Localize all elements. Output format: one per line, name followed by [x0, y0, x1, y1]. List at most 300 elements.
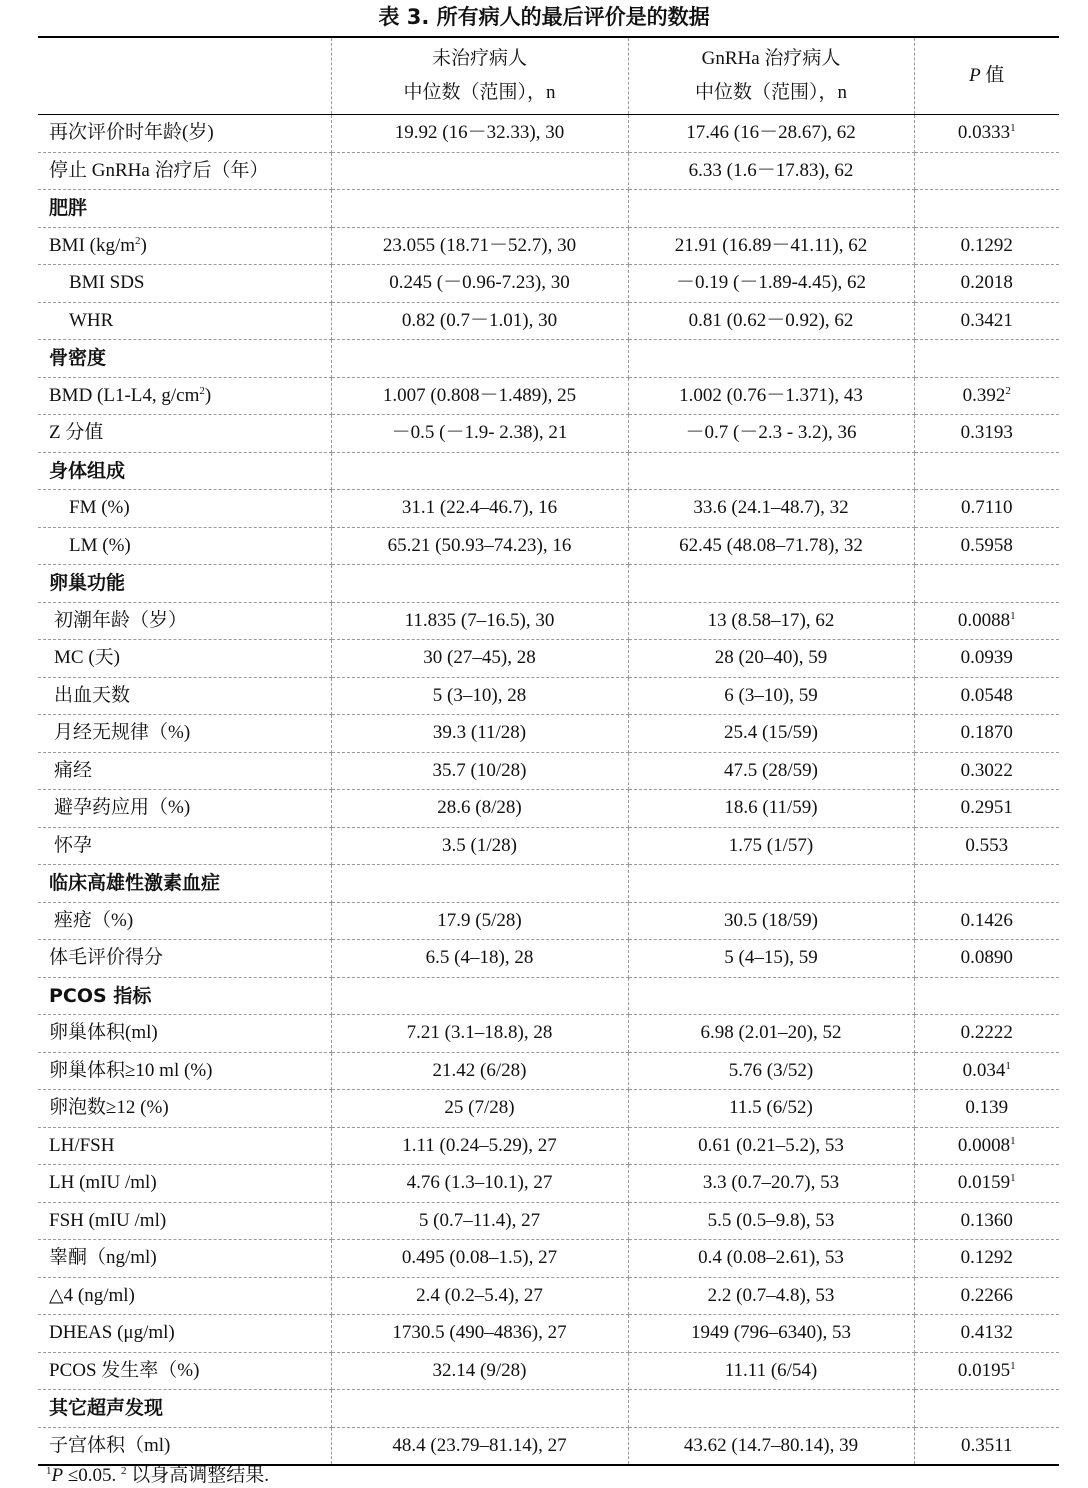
row-label — [38, 902, 331, 940]
p-value — [914, 565, 1059, 603]
gnrha-value — [628, 115, 914, 153]
p-value — [914, 790, 1059, 828]
row-label-text: 睾酮（ng/ml) — [49, 1247, 157, 1269]
cell-text: 0.3511 — [960, 1434, 1013, 1456]
cell-text: 30.5 (18/59) — [724, 909, 818, 931]
gnrha-value — [628, 827, 914, 865]
gnrha-value — [628, 190, 914, 228]
row-label-text: 其它超声发现 — [49, 1397, 164, 1420]
gnrha-value — [628, 340, 914, 378]
gnrha-value — [628, 602, 914, 640]
cell-text: 0.392 — [962, 384, 1006, 406]
cell-text: 0.81 (0.62－0.92), 62 — [688, 309, 854, 331]
cell-text: 5.76 (3/52) — [728, 1059, 814, 1081]
row-label — [38, 715, 331, 753]
p-value-footnote-mark: 1 — [1005, 1059, 1011, 1072]
untreated-value — [331, 1277, 628, 1315]
untreated-value — [331, 565, 628, 603]
row-label-superscript: 2 — [199, 384, 205, 397]
footnote-p: P — [51, 1465, 64, 1486]
p-value — [914, 1390, 1059, 1428]
section-label — [38, 340, 331, 378]
table-row — [38, 115, 1059, 153]
p-value — [914, 977, 1059, 1015]
cell-text: 6.33 (1.6－17.83), 62 — [688, 159, 854, 181]
row-label — [38, 227, 331, 265]
cell-text: 2.4 (0.2–5.4), 27 — [416, 1284, 543, 1306]
gnrha-value — [628, 1127, 914, 1165]
untreated-value — [331, 1090, 628, 1128]
row-label — [38, 677, 331, 715]
p-value — [914, 1090, 1059, 1128]
row-label — [38, 265, 331, 303]
row-label-tail: ) — [140, 234, 147, 256]
row-label-text: 停止 GnRHa 治疗后（年） — [49, 159, 269, 181]
cell-text: 0.3193 — [960, 422, 1013, 444]
cell-text: 39.3 (11/28) — [432, 722, 527, 744]
row-label-text: 体毛评价得分 — [49, 947, 164, 969]
cell-text: 11.11 (6/54) — [724, 1359, 818, 1381]
row-label-text: 身体组成 — [49, 459, 126, 482]
cell-text: 0.0008 — [957, 1134, 1011, 1156]
row-label — [38, 115, 331, 153]
row-label — [38, 1165, 331, 1203]
p-value — [914, 902, 1059, 940]
untreated-value — [331, 1015, 628, 1053]
untreated-value — [331, 677, 628, 715]
gnrha-value — [628, 902, 914, 940]
row-label-superscript: 2 — [135, 234, 141, 247]
row-label-text: WHR — [69, 309, 114, 331]
p-value — [914, 227, 1059, 265]
cell-text: 0.0333 — [957, 122, 1011, 144]
untreated-value — [331, 1390, 628, 1428]
section-row — [38, 452, 1059, 490]
cell-text: 5 (3–10), 28 — [432, 684, 527, 706]
table-row — [38, 377, 1059, 415]
row-label-text: 临床高雄性激素血症 — [49, 872, 221, 895]
cell-text: 1.002 (0.76－1.371), 43 — [679, 384, 863, 406]
cell-text: 0.0890 — [960, 947, 1013, 969]
cell-text: 17.46 (16－28.67), 62 — [686, 122, 856, 144]
cell-text: 0.2018 — [960, 272, 1013, 294]
untreated-value — [331, 1315, 628, 1353]
row-label-text: LH (mIU /ml) — [49, 1172, 157, 1194]
table-row — [38, 1352, 1059, 1390]
section-row — [38, 865, 1059, 903]
header-gnrha — [628, 37, 914, 115]
row-label-text: Z 分值 — [49, 422, 104, 444]
row-label-text: 避孕药应用（%) — [54, 797, 191, 819]
cell-text: 32.14 (9/28) — [432, 1359, 527, 1381]
untreated-value — [331, 715, 628, 753]
untreated-value — [331, 902, 628, 940]
p-value — [914, 302, 1059, 340]
table-row — [38, 415, 1059, 453]
row-label-text: 痤疮（%) — [54, 909, 134, 931]
gnrha-value — [628, 640, 914, 678]
footnote — [46, 1464, 269, 1488]
footnote-mark-1: 1 — [46, 1465, 52, 1477]
row-label-text: 再次评价时年龄(岁) — [49, 122, 214, 144]
row-label-text: 子宫体积（ml) — [49, 1434, 171, 1456]
cell-text: 6.5 (4–18), 28 — [425, 947, 534, 969]
cell-text: 0.1426 — [960, 909, 1013, 931]
cell-text: 65.21 (50.93–74.23), 16 — [387, 534, 572, 556]
table-body — [38, 115, 1059, 1466]
row-label — [38, 1427, 331, 1465]
untreated-value — [331, 640, 628, 678]
cell-text: －0.7 (－2.3 - 3.2), 36 — [685, 422, 857, 444]
table-row — [38, 227, 1059, 265]
row-label — [38, 1202, 331, 1240]
section-row — [38, 565, 1059, 603]
gnrha-value — [628, 752, 914, 790]
p-value — [914, 190, 1059, 228]
row-label-text: FSH (mIU /ml) — [49, 1209, 167, 1231]
cell-text: 13 (8.58–17), 62 — [707, 609, 835, 631]
untreated-value — [331, 827, 628, 865]
row-label — [38, 1352, 331, 1390]
row-label-text: 初潮年龄（岁） — [54, 609, 188, 631]
row-label-text: BMD (L1-L4, g/cm — [49, 384, 200, 406]
row-label — [38, 152, 331, 190]
gnrha-value — [628, 1052, 914, 1090]
gnrha-value — [628, 265, 914, 303]
cell-text: －0.5 (－1.9- 2.38), 21 — [391, 422, 568, 444]
header-p-italic: P — [969, 65, 981, 86]
cell-text: 5 (0.7–11.4), 27 — [418, 1209, 541, 1231]
cell-text: 0.139 — [965, 1097, 1009, 1119]
header-gnrha-subtitle: 中位数（范围），n — [694, 82, 847, 103]
cell-text: －0.19 (－1.89-4.45), 62 — [676, 272, 866, 294]
gnrha-value — [628, 452, 914, 490]
p-value-footnote-mark: 1 — [1010, 609, 1016, 622]
table-row — [38, 265, 1059, 303]
untreated-value — [331, 152, 628, 190]
untreated-value — [331, 790, 628, 828]
cell-text: 5.5 (0.5–9.8), 53 — [707, 1209, 835, 1231]
cell-text: 0.61 (0.21–5.2), 53 — [698, 1134, 844, 1156]
untreated-value — [331, 115, 628, 153]
cell-text: 47.5 (28/59) — [724, 759, 818, 781]
untreated-value — [331, 1427, 628, 1465]
row-label — [38, 1277, 331, 1315]
untreated-value — [331, 1352, 628, 1390]
table-caption: 表 3. 所有病人的最后评价是的数据 — [378, 5, 710, 29]
table-row — [38, 1090, 1059, 1128]
section-row — [38, 1390, 1059, 1428]
cell-text: 0.0195 — [957, 1359, 1011, 1381]
table-row — [38, 152, 1059, 190]
table-row — [38, 827, 1059, 865]
section-row — [38, 190, 1059, 228]
untreated-value — [331, 452, 628, 490]
row-label-text: LM (%) — [69, 534, 131, 556]
table-row — [38, 752, 1059, 790]
cell-text: 48.4 (23.79–81.14), 27 — [392, 1434, 567, 1456]
untreated-value — [331, 1240, 628, 1278]
row-label — [38, 302, 331, 340]
gnrha-value — [628, 1015, 914, 1053]
row-label-text: DHEAS (μg/ml) — [49, 1322, 175, 1344]
header-untreated — [331, 37, 628, 115]
section-row — [38, 340, 1059, 378]
cell-text: 0.4 (0.08–2.61), 53 — [698, 1247, 844, 1269]
row-label-text: 肥胖 — [49, 197, 88, 220]
p-value — [914, 1165, 1059, 1203]
p-value — [914, 940, 1059, 978]
section-row — [38, 977, 1059, 1015]
cell-text: 0.7110 — [960, 497, 1013, 519]
cell-text: 1.75 (1/57) — [728, 834, 814, 856]
table-row — [38, 1127, 1059, 1165]
p-value-footnote-mark: 2 — [1005, 384, 1011, 397]
gnrha-value — [628, 227, 914, 265]
header-gnrha-title: GnRHa 治疗病人 — [701, 48, 841, 69]
gnrha-value — [628, 977, 914, 1015]
cell-text: 4.76 (1.3–10.1), 27 — [406, 1172, 553, 1194]
p-value — [914, 152, 1059, 190]
cell-text: 3.5 (1/28) — [442, 834, 517, 856]
gnrha-value — [628, 527, 914, 565]
p-value-footnote-mark: 1 — [1010, 1134, 1016, 1147]
gnrha-value — [628, 790, 914, 828]
cell-text: 0.0159 — [957, 1172, 1011, 1194]
p-value-footnote-mark: 1 — [1010, 1359, 1016, 1372]
table-row — [38, 1052, 1059, 1090]
gnrha-value — [628, 377, 914, 415]
cell-text: 17.9 (5/28) — [437, 909, 522, 931]
gnrha-value — [628, 1202, 914, 1240]
untreated-value — [331, 1127, 628, 1165]
p-value — [914, 377, 1059, 415]
cell-text: 7.21 (3.1–18.8), 28 — [406, 1022, 553, 1044]
row-label — [38, 827, 331, 865]
row-label — [38, 1090, 331, 1128]
row-label — [38, 1315, 331, 1353]
cell-text: 31.1 (22.4–46.7), 16 — [401, 497, 558, 519]
p-value — [914, 1427, 1059, 1465]
gnrha-value — [628, 565, 914, 603]
cell-text: 0.553 — [965, 834, 1009, 856]
cell-text: 0.0939 — [960, 647, 1013, 669]
untreated-value — [331, 977, 628, 1015]
p-value — [914, 452, 1059, 490]
table-row — [38, 1202, 1059, 1240]
row-label-text: 出血天数 — [54, 684, 131, 706]
p-value — [914, 1240, 1059, 1278]
gnrha-value — [628, 1390, 914, 1428]
untreated-value — [331, 940, 628, 978]
gnrha-value — [628, 1352, 914, 1390]
cell-text: 0.2266 — [960, 1284, 1013, 1306]
gnrha-value — [628, 1240, 914, 1278]
cell-text: 21.91 (16.89－41.11), 62 — [674, 234, 868, 256]
gnrha-value — [628, 865, 914, 903]
cell-text: 11.835 (7–16.5), 30 — [404, 609, 555, 631]
header-label-cell — [38, 37, 331, 115]
row-label — [38, 490, 331, 528]
untreated-value — [331, 415, 628, 453]
p-value — [914, 1202, 1059, 1240]
section-label — [38, 190, 331, 228]
row-label — [38, 1240, 331, 1278]
footnote-mark-2: 2 — [121, 1465, 127, 1477]
row-label — [38, 1052, 331, 1090]
row-label — [38, 752, 331, 790]
table-row — [38, 602, 1059, 640]
cell-text: 33.6 (24.1–48.7), 32 — [693, 497, 849, 519]
p-value — [914, 1015, 1059, 1053]
p-value — [914, 527, 1059, 565]
gnrha-value — [628, 302, 914, 340]
cell-text: 19.92 (16－32.33), 30 — [394, 122, 565, 144]
p-value — [914, 1052, 1059, 1090]
row-label-text: 月经无规律（%) — [54, 722, 191, 744]
untreated-value — [331, 1165, 628, 1203]
p-value-footnote-mark: 1 — [1010, 122, 1016, 135]
cell-text: 1.11 (0.24–5.29), 27 — [402, 1134, 557, 1156]
untreated-value — [331, 490, 628, 528]
p-value — [914, 865, 1059, 903]
untreated-value — [331, 1202, 628, 1240]
p-value — [914, 602, 1059, 640]
p-value — [914, 415, 1059, 453]
untreated-value — [331, 265, 628, 303]
gnrha-value — [628, 1090, 914, 1128]
cell-text: 11.5 (6/52) — [729, 1097, 813, 1119]
cell-text: 5 (4–15), 59 — [724, 947, 818, 969]
p-value — [914, 115, 1059, 153]
section-label — [38, 977, 331, 1015]
footnote-text-2: 以身高调整结果. — [126, 1465, 270, 1486]
row-label-text: BMI SDS — [69, 272, 145, 294]
cell-text: 6 (3–10), 59 — [724, 684, 818, 706]
gnrha-value — [628, 490, 914, 528]
p-value — [914, 265, 1059, 303]
row-label-text: 卵巢功能 — [49, 572, 126, 595]
p-value — [914, 640, 1059, 678]
cell-text: 0.2222 — [960, 1022, 1013, 1044]
untreated-value — [331, 865, 628, 903]
row-label — [38, 415, 331, 453]
cell-text: 0.1292 — [960, 234, 1013, 256]
untreated-value — [331, 302, 628, 340]
cell-text: 0.1360 — [960, 1209, 1013, 1231]
gnrha-value — [628, 677, 914, 715]
cell-text: 0.245 (－0.96-7.23), 30 — [389, 272, 570, 294]
footnote-text-1: ≤0.05. — [63, 1465, 122, 1486]
cell-text: 0.4132 — [960, 1322, 1013, 1344]
section-label — [38, 1390, 331, 1428]
section-label — [38, 565, 331, 603]
row-label — [38, 1127, 331, 1165]
header-untreated-title: 未治疗病人 — [431, 48, 527, 69]
cell-text: 62.45 (48.08–71.78), 32 — [679, 534, 863, 556]
row-label — [38, 377, 331, 415]
table-row — [38, 640, 1059, 678]
p-value — [914, 752, 1059, 790]
cell-text: 1949 (796–6340), 53 — [691, 1322, 851, 1344]
p-value — [914, 490, 1059, 528]
cell-text: 0.1292 — [960, 1247, 1013, 1269]
results-table — [38, 36, 1059, 1466]
untreated-value — [331, 340, 628, 378]
cell-text: 0.1870 — [960, 722, 1013, 744]
gnrha-value — [628, 940, 914, 978]
row-label-text: BMI (kg/m — [49, 234, 136, 256]
row-label-text: 怀孕 — [54, 834, 93, 856]
row-label — [38, 640, 331, 678]
table-row — [38, 715, 1059, 753]
row-label-tail: ) — [204, 384, 212, 406]
table-row — [38, 677, 1059, 715]
gnrha-value — [628, 1315, 914, 1353]
header-row — [38, 37, 1059, 115]
untreated-value — [331, 1052, 628, 1090]
cell-text: 0.3421 — [960, 309, 1013, 331]
row-label-text: △4 (ng/ml) — [49, 1284, 135, 1306]
untreated-value — [331, 602, 628, 640]
row-label-text: 骨密度 — [49, 347, 107, 370]
table-row — [38, 1165, 1059, 1203]
row-label — [38, 1015, 331, 1053]
p-value — [914, 1277, 1059, 1315]
cell-text: 18.6 (11/59) — [724, 797, 818, 819]
p-value — [914, 1315, 1059, 1353]
untreated-value — [331, 227, 628, 265]
header-p-value — [914, 37, 1059, 115]
row-label-text: 卵泡数≥12 (%) — [49, 1097, 169, 1119]
cell-text: 0.0548 — [960, 684, 1013, 706]
table-row — [38, 1015, 1059, 1053]
table-row — [38, 790, 1059, 828]
cell-text: 30 (27–45), 28 — [423, 647, 536, 669]
p-value — [914, 715, 1059, 753]
untreated-value — [331, 752, 628, 790]
table-row — [38, 302, 1059, 340]
cell-text: 0.82 (0.7－1.01), 30 — [401, 309, 558, 331]
table-row — [38, 490, 1059, 528]
cell-text: 28.6 (8/28) — [437, 797, 522, 819]
cell-text: 25.4 (15/59) — [724, 722, 818, 744]
p-value — [914, 1352, 1059, 1390]
gnrha-value — [628, 152, 914, 190]
untreated-value — [331, 377, 628, 415]
cell-text: 1730.5 (490–4836), 27 — [392, 1322, 567, 1344]
row-label — [38, 940, 331, 978]
row-label-text: LH/FSH — [49, 1134, 115, 1156]
cell-text: 23.055 (18.71－52.7), 30 — [382, 234, 577, 256]
cell-text: 3.3 (0.7–20.7), 53 — [702, 1172, 840, 1194]
untreated-value — [331, 190, 628, 228]
row-label-text: FM (%) — [69, 497, 130, 519]
gnrha-value — [628, 1277, 914, 1315]
cell-text: 25 (7/28) — [444, 1097, 515, 1119]
table-row — [38, 1240, 1059, 1278]
table-row — [38, 1427, 1059, 1465]
row-label-text: PCOS 指标 — [49, 984, 152, 1007]
cell-text: 1.007 (0.808－1.489), 25 — [382, 384, 577, 406]
gnrha-value — [628, 715, 914, 753]
gnrha-value — [628, 1427, 914, 1465]
row-label-text: 卵巢体积≥10 ml (%) — [49, 1059, 213, 1081]
row-label-text: PCOS 发生率（%) — [49, 1359, 200, 1381]
untreated-value — [331, 527, 628, 565]
cell-text: 0.495 (0.08–1.5), 27 — [401, 1247, 558, 1269]
row-label-text: 卵巢体积(ml) — [49, 1022, 158, 1044]
